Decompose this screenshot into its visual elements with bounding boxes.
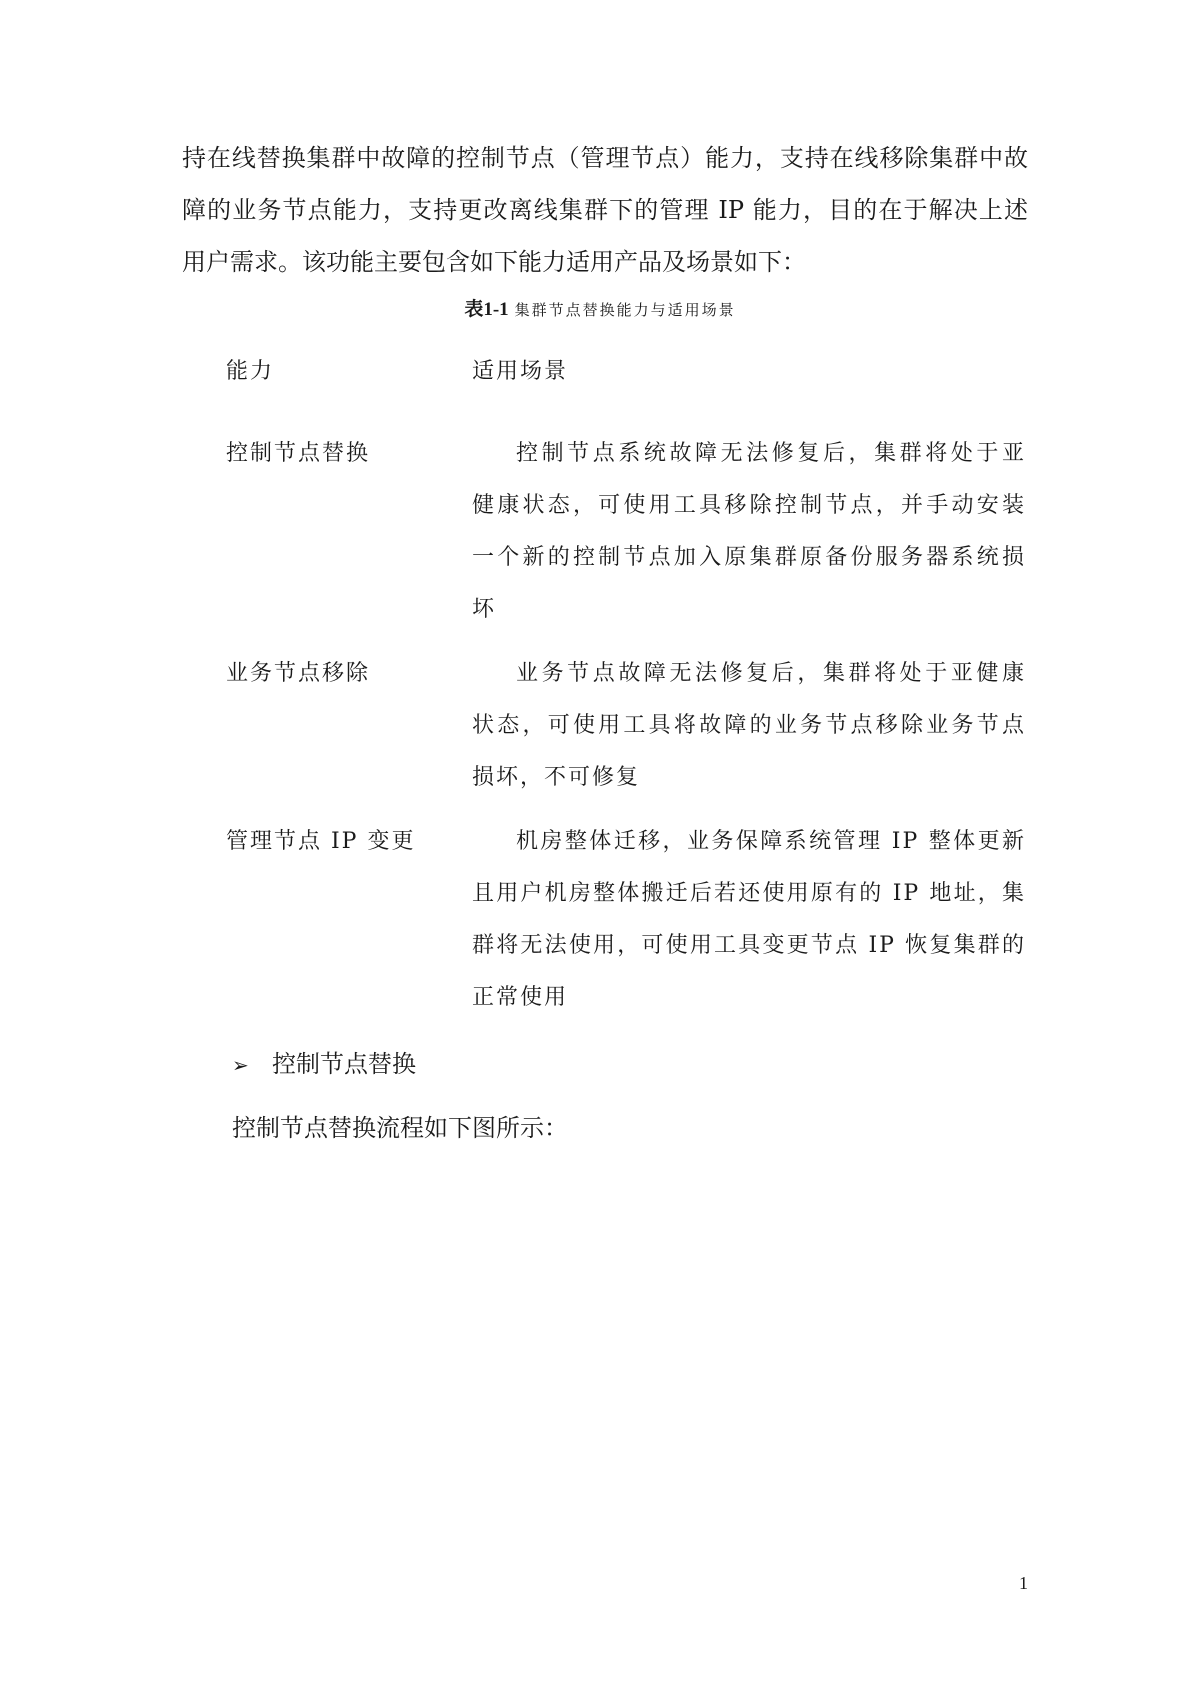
scenario-line: 机房整体迁移，业务保障系统管理 IP 整体更新 — [516, 829, 1026, 854]
table-row — [226, 428, 1026, 636]
page-number: 1 — [1019, 1573, 1028, 1593]
scenario-line: 损坏，不可修复 — [472, 765, 641, 790]
row-capability: 管理节点 IP 变更 — [226, 829, 416, 854]
scenario-line: 正常使用 — [472, 985, 569, 1010]
intro-paragraph — [182, 132, 1028, 288]
follow-text: 控制节点替换流程如下图所示： — [232, 1114, 568, 1142]
table-caption — [0, 295, 1200, 325]
row-scenario — [472, 648, 1026, 804]
scenario-line: 控制节点系统故障无法修复后，集群将处于亚 — [516, 441, 1026, 466]
table-caption-number: 表1-1 — [464, 299, 509, 320]
intro-line: 用户需求。该功能主要包含如下能力适用产品及场景如下： — [182, 248, 806, 276]
intro-line: 持在线替换集群中故障的控制节点（管理节点）能力，支持在线移除集群中故 — [182, 144, 1028, 172]
row-capability: 业务节点移除 — [226, 661, 371, 686]
row-scenario — [472, 816, 1026, 1024]
scenario-line: 健康状态，可使用工具移除控制节点，并手动安装 — [472, 493, 1026, 518]
scenario-line: 状态，可使用工具将故障的业务节点移除业务节点 — [472, 713, 1026, 738]
table-row — [226, 648, 1026, 804]
scenario-line: 坏 — [472, 597, 497, 622]
table-row — [226, 816, 1026, 1024]
scenario-line: 且用户机房整体搬迁后若还使用原有的 IP 地址，集 — [472, 881, 1026, 906]
table-caption-title: 集群节点替换能力与适用场景 — [514, 301, 736, 319]
scenario-line: 一个新的控制节点加入原集群原备份服务器系统损 — [472, 545, 1026, 570]
table-header-row — [226, 346, 1026, 398]
row-capability: 控制节点替换 — [226, 441, 371, 466]
header-scenario: 适用场景 — [472, 359, 569, 384]
bullet-heading-text: 控制节点替换 — [272, 1050, 416, 1078]
row-scenario — [472, 428, 1026, 636]
scenario-line: 业务节点故障无法修复后，集群将处于亚健康 — [516, 661, 1026, 686]
header-capability: 能力 — [226, 359, 275, 384]
scenario-line: 群将无法使用，可使用工具变更节点 IP 恢复集群的 — [472, 933, 1026, 958]
capability-table — [226, 346, 1026, 1024]
bullet-heading — [232, 1044, 416, 1084]
arrow-bullet-icon: ➢ — [232, 1053, 249, 1077]
intro-line: 障的业务节点能力，支持更改离线集群下的管理 IP 能力，目的在于解决上述 — [182, 196, 1028, 224]
header-scenario-cell — [472, 346, 1026, 398]
